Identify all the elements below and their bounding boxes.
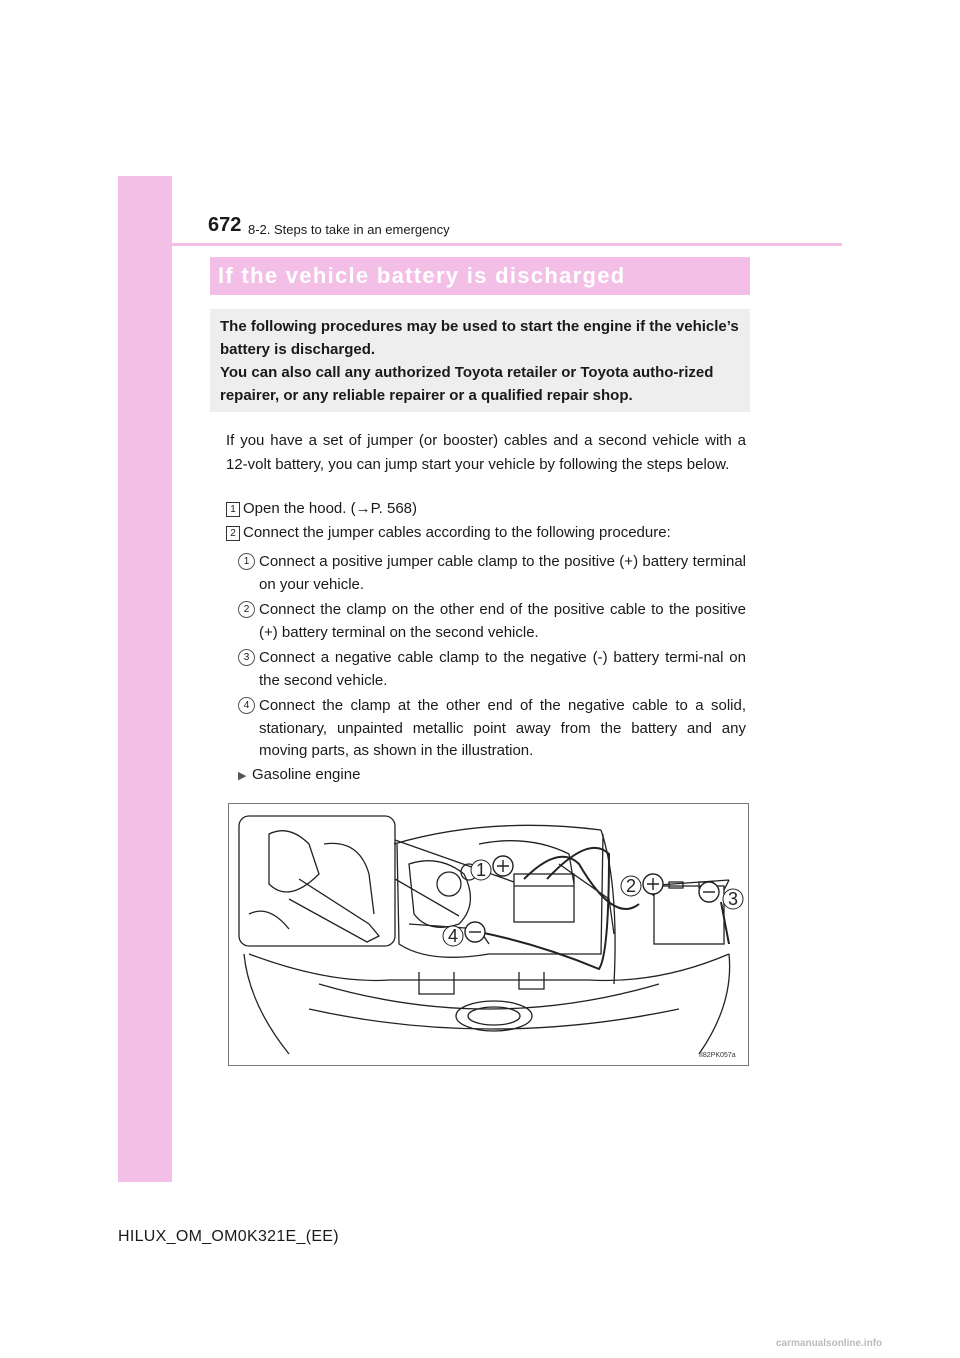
step-number: 2 (226, 526, 240, 541)
step-number: 1 (226, 502, 240, 517)
intro-line-2: You can also call any authorized Toyota retailer or Toyota autho-rized repairer, or any reliable repairer or a qualified repair shop. (220, 364, 714, 404)
bullet-text: Gasoline engine (252, 766, 361, 783)
footer-doc-code: HILUX_OM_OM0K321E_(EE) (118, 1228, 339, 1245)
substep-2 (238, 599, 746, 644)
page-number: 672 (208, 214, 242, 236)
engine-bay-drawing (229, 804, 749, 1066)
step-text: Connect the jumper cables according to the following procedure: (243, 524, 671, 541)
step-2 (226, 521, 746, 544)
body-paragraph: If you have a set of jumper (or booster) cables and a second vehicle with a 12-volt battery, you can jump start your vehicle by following the steps below. (226, 432, 746, 473)
engine-type-bullet (238, 766, 360, 783)
substep-number: 4 (238, 697, 255, 714)
page-title: If the vehicle battery is discharged (210, 257, 750, 295)
substep-4 (238, 695, 746, 763)
jump-start-illustration (228, 803, 749, 1066)
substep-1 (238, 551, 746, 596)
intro-box (210, 309, 750, 412)
callout-2: 2 (626, 876, 637, 896)
substep-text: Connect a positive jumper cable clamp to the positive (+) battery terminal on your vehicle. (259, 553, 746, 593)
substep-text: Connect the clamp at the other end of the negative cable to a solid, stationary, unpainted metallic point away from the battery and any moving parts, as shown in the illustration. (259, 697, 746, 759)
side-tab-strip (118, 176, 172, 1182)
section-heading: 8-2. Steps to take in an emergency (248, 222, 450, 237)
substep-text: Connect the clamp on the other end of the positive cable to the positive (+) battery terminal on the second vehicle. (259, 601, 746, 641)
substep-text: Connect a negative cable clamp to the negative (-) battery termi-nal on the second vehicle. (259, 649, 746, 689)
step-1 (226, 497, 746, 520)
intro-line-1: The following procedures may be used to start the engine if the vehicle’s battery is discharged. (220, 318, 739, 358)
substep-number: 2 (238, 601, 255, 618)
triangle-bullet-icon: ▶ (238, 770, 247, 782)
header-rule (172, 243, 842, 246)
substep-3 (238, 647, 746, 692)
substep-number: 1 (238, 553, 255, 570)
callout-4: 4 (448, 926, 459, 946)
step-text: Open the hood. (→P. 568) (243, 500, 418, 517)
illustration-code: II82PK057a (699, 1052, 736, 1059)
substep-number: 3 (238, 649, 255, 666)
watermark: carmanualsonline.info (776, 1338, 883, 1349)
callout-1: 1 (476, 860, 487, 880)
callout-3: 3 (728, 889, 739, 909)
